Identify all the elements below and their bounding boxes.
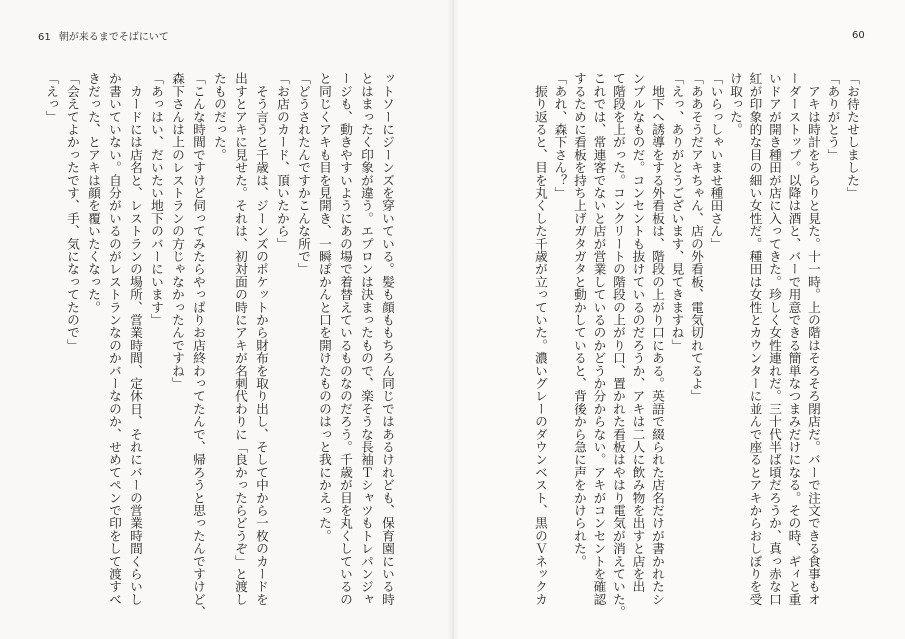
text-line: ーダーストップ。以降は酒と、バーで用意できる簡単なつまみだけになる。その時、ギィと重 <box>786 72 802 606</box>
text-line: とはまったく印象が違う。エプロンは決まったもので、楽そうな長袖Ｔシャツもトレパンジャ <box>359 72 374 606</box>
text-line: 「いらっしゃいませ種田さん」 <box>708 72 724 250</box>
text-line: け取った。 <box>728 72 743 136</box>
page-number: 60 <box>852 30 865 41</box>
text-line: 「えっ、ありがとうございます、見てきますね」 <box>669 72 685 352</box>
text-line: 出すとアキに見せた。それは、初対面の時にアキが名刺代わりに「良かったらどうぞ」と渡し <box>233 72 248 606</box>
text-line: いドアが開き種田が店に入ってきた。珍しく女性連れだ。三十代半ば頃だろうか、真っ赤な口 <box>767 72 782 606</box>
text-line: ンプルなものだ。コンセントも抜けているのだろうか、アキは二人に飲み物を出すと店を出 <box>630 72 646 593</box>
text-line: アキは時計をちらりと見た。十一時。上の階はそろそろ閉店だ。バーで注文できる食事もオ <box>806 72 821 606</box>
text-line: て階段を上がった。コンクリートの階段の上がり口、置かれた看板はやはり電気が消えていた。 <box>611 72 626 619</box>
page-number: 61 <box>38 32 51 43</box>
text-line: 地下へ誘導をする外看板は、階段の上がり口にある。英語で綴られた店名だけが書かれたシ <box>650 72 665 606</box>
text-line: 「ありがとう」 <box>825 72 841 161</box>
text-line: 「ああそうだアキちゃん、店の外看板、電気切れてるよ」 <box>689 72 704 403</box>
text-line: 森下さんは上のレストランの方じゃなかったんですね」 <box>170 72 185 390</box>
body-text <box>41 72 398 620</box>
text-line: 「あれ、森下さん？」 <box>552 72 568 199</box>
text-line: 「こんな時間ですけど伺ってみたらやっぱりお店終わってたんで、帰ろうと思ったんですけど、 <box>191 72 206 619</box>
text-line: 振り返ると、目を丸くした千歳が立っていた。濃いグレーのダウンベスト、黒のＶネックカ <box>533 72 548 606</box>
text-line: たものだった。 <box>212 72 227 161</box>
text-line: 「お待たせしました」 <box>845 72 860 199</box>
text-line: 「あっはい、だいたい地下のバーにいます」 <box>149 72 164 326</box>
text-line: ットソーにジーンズを穿いている。髪も顔ももちろん同じではあるけれども、保育園にいる時 <box>380 72 395 606</box>
text-line: 「どうされたんですかこんな所で」 <box>296 72 311 276</box>
text-line: カードには店名と、レストランの場所、営業時間、定休日、それにバーの営業時間くらいし <box>128 72 143 606</box>
text-line: 「えっ」 <box>44 72 59 123</box>
text-line: 紅が印象的な目の細い女性だ。種田は女性とカウンターに並んで座るとアキからおしぼりを受 <box>747 72 763 606</box>
text-line: これでは、常連客でないと店が営業しているのかどうか分からない。アキがコンセントを確認 <box>591 72 607 606</box>
body-text <box>530 72 862 620</box>
left-page <box>0 0 451 639</box>
gutter <box>446 0 460 639</box>
running-header <box>38 32 169 44</box>
text-line: と同じくアキも目を見開き、一瞬ぽかんと口を開けたもののはっと我にかえった。 <box>317 72 332 542</box>
right-page <box>453 0 905 639</box>
text-line: きだった、とアキは顔を覆いたくなった。 <box>86 72 101 314</box>
text-line: ージも、動きやすいようにあの場で着替えているものなのだろう。千歳が目を丸くしているの <box>338 72 353 606</box>
text-line: か書いていない。自分がいるのがレストランなのかバーなのか、せめてペンで印をして渡すべ <box>107 72 122 606</box>
text-line: 「会えてよかったです、手、気になってたので」 <box>65 72 80 352</box>
text-line: するために看板を持ち上げガタガタと動かしていると、背後から急に声をかけられた。 <box>572 72 587 568</box>
text-line: そう言うと千歳は、ジーンズのポケットから財布を取り出し、そして中から一枚のカードを <box>254 72 269 606</box>
text-line: 「お店のカード、頂いたから」 <box>275 72 290 250</box>
running-title: 朝が来るまでそばにいて <box>58 32 169 43</box>
